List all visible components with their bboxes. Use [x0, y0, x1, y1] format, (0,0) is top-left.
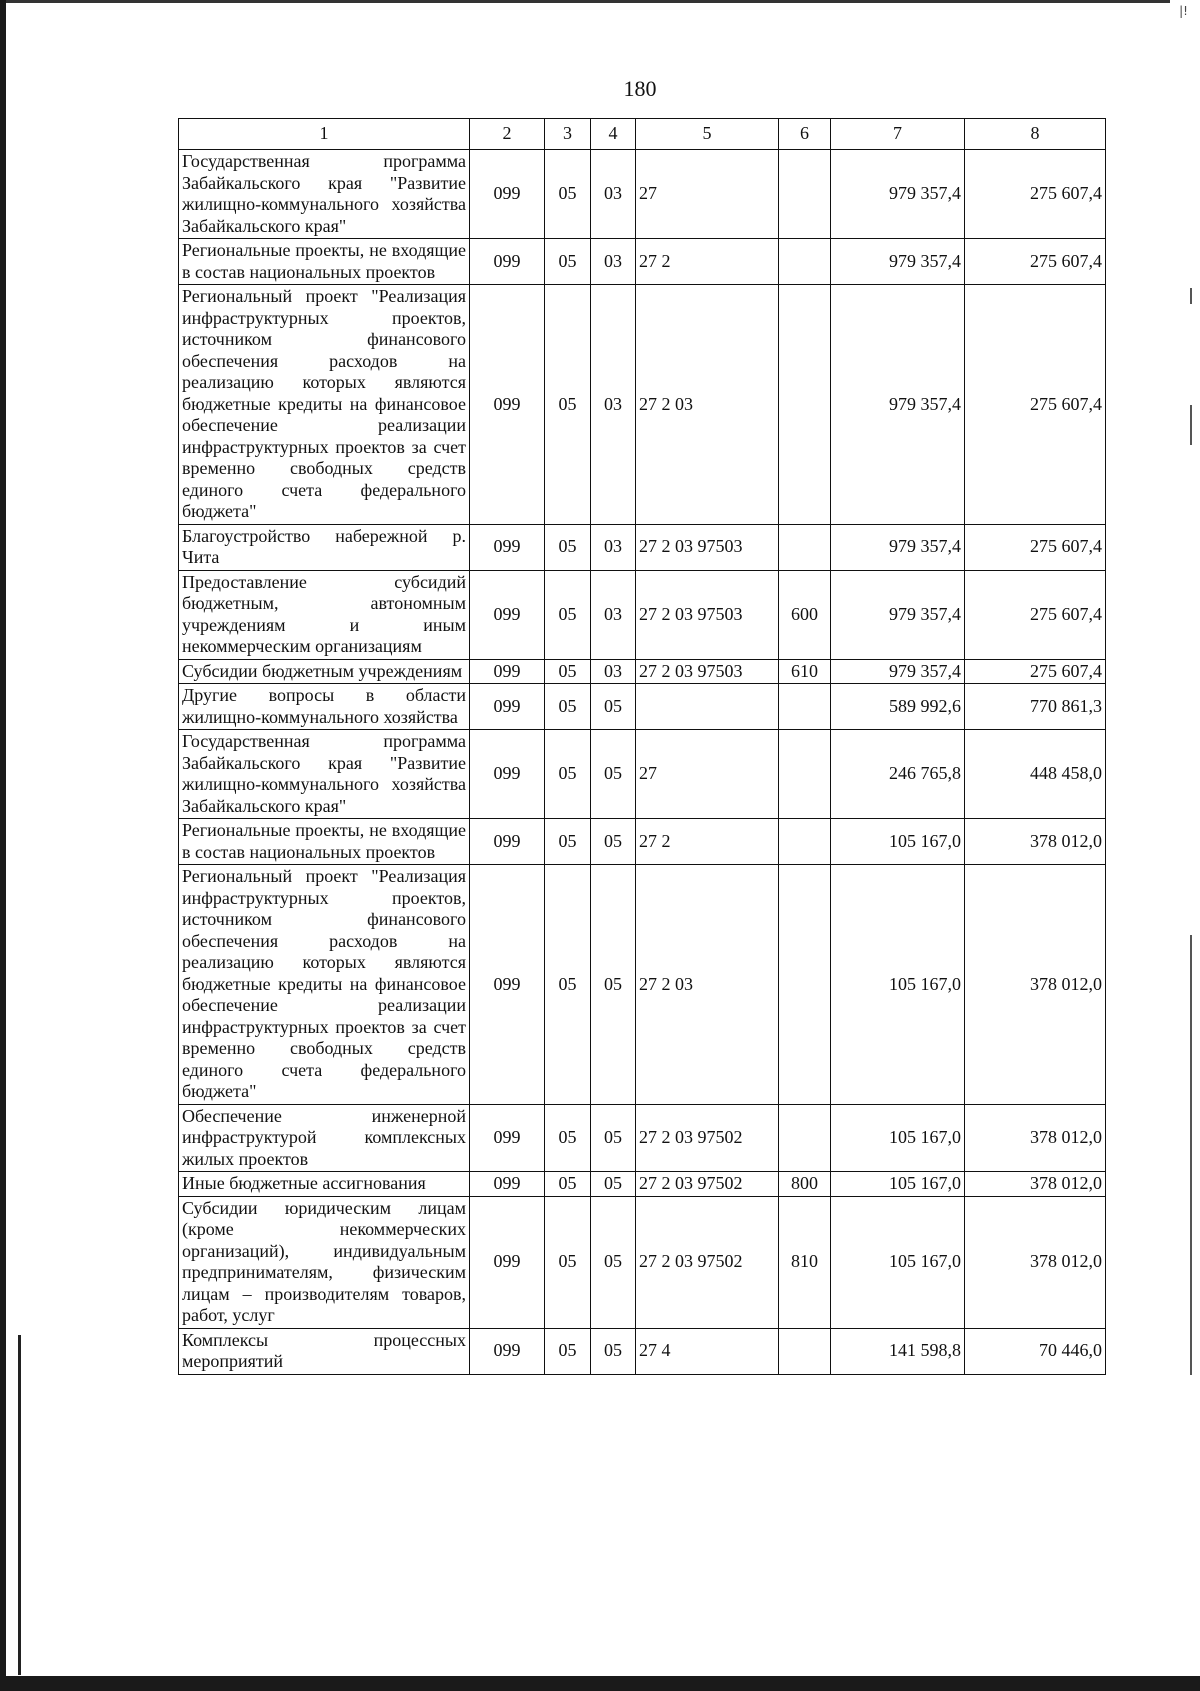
cell-section: 05: [545, 659, 591, 684]
cell-section: 05: [545, 865, 591, 1105]
column-header: 5: [636, 119, 779, 150]
cell-amount-year-2: 275 607,4: [965, 659, 1106, 684]
cell-ministry-code: 099: [470, 865, 545, 1105]
cell-name: Государственная программа Забайкальского края "Развитие жилищно-коммунального хозяйства Забайкальского края": [179, 150, 470, 239]
table-row: [179, 819, 1106, 865]
corner-mark: |!: [1179, 4, 1188, 18]
cell-amount-year-1: 589 992,6: [831, 684, 965, 730]
cell-amount-year-2: 70 446,0: [965, 1328, 1106, 1374]
column-header: 4: [591, 119, 636, 150]
table-row: [179, 1196, 1106, 1328]
cell-section: 05: [545, 1196, 591, 1328]
scan-mark: [1190, 405, 1192, 445]
cell-section: 05: [545, 524, 591, 570]
cell-expense-type: [779, 150, 831, 239]
table-row: [179, 1172, 1106, 1197]
column-header: 1: [179, 119, 470, 150]
cell-section: 05: [545, 570, 591, 659]
cell-expense-type: 600: [779, 570, 831, 659]
table-body: [179, 150, 1106, 1375]
cell-expense-type: [779, 865, 831, 1105]
cell-ministry-code: 099: [470, 1328, 545, 1374]
cell-name: Субсидии юридическим лицам (кроме некоммерческих организаций), индивидуальным предпринимателям, физическим лицам – производителям товаров, работ, услуг: [179, 1196, 470, 1328]
cell-target-article: 27 4: [636, 1328, 779, 1374]
cell-ministry-code: 099: [470, 684, 545, 730]
cell-section: 05: [545, 819, 591, 865]
cell-amount-year-1: 979 357,4: [831, 570, 965, 659]
scan-edge-top: [0, 0, 1170, 3]
column-header: 8: [965, 119, 1106, 150]
cell-expense-type: [779, 285, 831, 525]
cell-amount-year-2: 770 861,3: [965, 684, 1106, 730]
cell-amount-year-2: 275 607,4: [965, 239, 1106, 285]
cell-amount-year-2: 378 012,0: [965, 1104, 1106, 1172]
cell-section: 05: [545, 1104, 591, 1172]
cell-target-article: 27 2 03 97502: [636, 1172, 779, 1197]
table-row: [179, 239, 1106, 285]
cell-amount-year-1: 105 167,0: [831, 819, 965, 865]
budget-table: [178, 118, 1106, 1375]
cell-expense-type: 800: [779, 1172, 831, 1197]
cell-ministry-code: 099: [470, 524, 545, 570]
cell-ministry-code: 099: [470, 1196, 545, 1328]
cell-amount-year-2: 275 607,4: [965, 524, 1106, 570]
page-number: 180: [623, 76, 657, 101]
cell-subsection: 05: [591, 819, 636, 865]
cell-ministry-code: 099: [470, 730, 545, 819]
cell-amount-year-1: 979 357,4: [831, 524, 965, 570]
cell-amount-year-1: 246 765,8: [831, 730, 965, 819]
cell-name: Региональный проект "Реализация инфраструктурных проектов, источником финансового обеспечения расходов на реализацию которых являются бюджетные кредиты на финансовое обеспечение реализации инфраструктурных проектов за счет временно свободных средств единого счета федерального бюджета": [179, 285, 470, 525]
cell-section: 05: [545, 285, 591, 525]
cell-expense-type: [779, 1328, 831, 1374]
cell-name: Благоустройство набережной р. Чита: [179, 524, 470, 570]
column-header: 3: [545, 119, 591, 150]
cell-amount-year-2: 275 607,4: [965, 150, 1106, 239]
cell-ministry-code: 099: [470, 285, 545, 525]
cell-target-article: 27 2: [636, 239, 779, 285]
cell-amount-year-1: 141 598,8: [831, 1328, 965, 1374]
cell-name: Предоставление субсидий бюджетным, автономным учреждениям и иным некоммерческим организациям: [179, 570, 470, 659]
table-row: [179, 865, 1106, 1105]
column-header: 2: [470, 119, 545, 150]
cell-name: Региональные проекты, не входящие в состав национальных проектов: [179, 239, 470, 285]
cell-section: 05: [545, 730, 591, 819]
column-header: 6: [779, 119, 831, 150]
cell-target-article: 27 2 03 97503: [636, 570, 779, 659]
cell-subsection: 05: [591, 1328, 636, 1374]
cell-amount-year-1: 105 167,0: [831, 1196, 965, 1328]
cell-expense-type: [779, 819, 831, 865]
table-row: [179, 1104, 1106, 1172]
scan-mark: [1190, 288, 1192, 304]
cell-amount-year-1: 979 357,4: [831, 659, 965, 684]
cell-name: Другие вопросы в области жилищно-коммунального хозяйства: [179, 684, 470, 730]
cell-amount-year-2: 275 607,4: [965, 285, 1106, 525]
cell-target-article: 27: [636, 730, 779, 819]
cell-ministry-code: 099: [470, 659, 545, 684]
scan-edge-left-inner: [18, 1335, 21, 1675]
cell-amount-year-1: 105 167,0: [831, 1104, 965, 1172]
cell-subsection: 03: [591, 659, 636, 684]
column-header: 7: [831, 119, 965, 150]
cell-amount-year-2: 378 012,0: [965, 1172, 1106, 1197]
cell-amount-year-2: 378 012,0: [965, 819, 1106, 865]
cell-name: Субсидии бюджетным учреждениям: [179, 659, 470, 684]
cell-amount-year-1: 979 357,4: [831, 285, 965, 525]
cell-amount-year-1: 979 357,4: [831, 239, 965, 285]
cell-expense-type: [779, 1104, 831, 1172]
cell-ministry-code: 099: [470, 150, 545, 239]
cell-target-article: 27 2 03 97503: [636, 524, 779, 570]
cell-ministry-code: 099: [470, 1172, 545, 1197]
scan-edge-bottom: [0, 1676, 1200, 1691]
table-row: [179, 659, 1106, 684]
cell-target-article: 27 2 03: [636, 865, 779, 1105]
cell-name: Государственная программа Забайкальского края "Развитие жилищно-коммунального хозяйства Забайкальского края": [179, 730, 470, 819]
cell-section: 05: [545, 684, 591, 730]
cell-amount-year-2: 378 012,0: [965, 865, 1106, 1105]
cell-amount-year-1: 979 357,4: [831, 150, 965, 239]
cell-ministry-code: 099: [470, 819, 545, 865]
cell-subsection: 03: [591, 570, 636, 659]
cell-amount-year-1: 105 167,0: [831, 1172, 965, 1197]
cell-subsection: 05: [591, 1104, 636, 1172]
cell-ministry-code: 099: [470, 239, 545, 285]
table-row: [179, 524, 1106, 570]
cell-expense-type: 610: [779, 659, 831, 684]
cell-section: 05: [545, 150, 591, 239]
cell-expense-type: [779, 524, 831, 570]
cell-amount-year-2: 275 607,4: [965, 570, 1106, 659]
table-row: [179, 1328, 1106, 1374]
cell-name: Иные бюджетные ассигнования: [179, 1172, 470, 1197]
cell-target-article: 27 2: [636, 819, 779, 865]
cell-name: Комплексы процессных мероприятий: [179, 1328, 470, 1374]
cell-subsection: 03: [591, 285, 636, 525]
cell-target-article: 27: [636, 150, 779, 239]
cell-section: 05: [545, 1328, 591, 1374]
cell-target-article: [636, 684, 779, 730]
cell-subsection: 05: [591, 730, 636, 819]
cell-target-article: 27 2 03 97502: [636, 1196, 779, 1328]
table-row: [179, 570, 1106, 659]
cell-target-article: 27 2 03: [636, 285, 779, 525]
cell-subsection: 05: [591, 684, 636, 730]
table-row: [179, 285, 1106, 525]
cell-subsection: 05: [591, 1172, 636, 1197]
cell-name: Обеспечение инженерной инфраструктурой комплексных жилых проектов: [179, 1104, 470, 1172]
table-row: [179, 730, 1106, 819]
cell-target-article: 27 2 03 97502: [636, 1104, 779, 1172]
cell-name: Региональные проекты, не входящие в состав национальных проектов: [179, 819, 470, 865]
cell-expense-type: [779, 730, 831, 819]
cell-subsection: 03: [591, 239, 636, 285]
cell-ministry-code: 099: [470, 570, 545, 659]
cell-amount-year-1: 105 167,0: [831, 865, 965, 1105]
cell-subsection: 03: [591, 150, 636, 239]
cell-section: 05: [545, 239, 591, 285]
table-row: [179, 150, 1106, 239]
scan-edge-left: [0, 0, 6, 1691]
scan-mark: [1190, 935, 1192, 1375]
cell-amount-year-2: 378 012,0: [965, 1196, 1106, 1328]
table-header-row: [179, 119, 1106, 150]
cell-expense-type: [779, 239, 831, 285]
cell-ministry-code: 099: [470, 1104, 545, 1172]
cell-name: Региональный проект "Реализация инфраструктурных проектов, источником финансового обеспечения расходов на реализацию которых являются бюджетные кредиты на финансовое обеспечение реализации инфраструктурных проектов за счет временно свободных средств единого счета федерального бюджета": [179, 865, 470, 1105]
table-row: [179, 684, 1106, 730]
cell-subsection: 05: [591, 1196, 636, 1328]
cell-expense-type: [779, 684, 831, 730]
cell-subsection: 05: [591, 865, 636, 1105]
cell-expense-type: 810: [779, 1196, 831, 1328]
cell-amount-year-2: 448 458,0: [965, 730, 1106, 819]
cell-subsection: 03: [591, 524, 636, 570]
cell-target-article: 27 2 03 97503: [636, 659, 779, 684]
cell-section: 05: [545, 1172, 591, 1197]
